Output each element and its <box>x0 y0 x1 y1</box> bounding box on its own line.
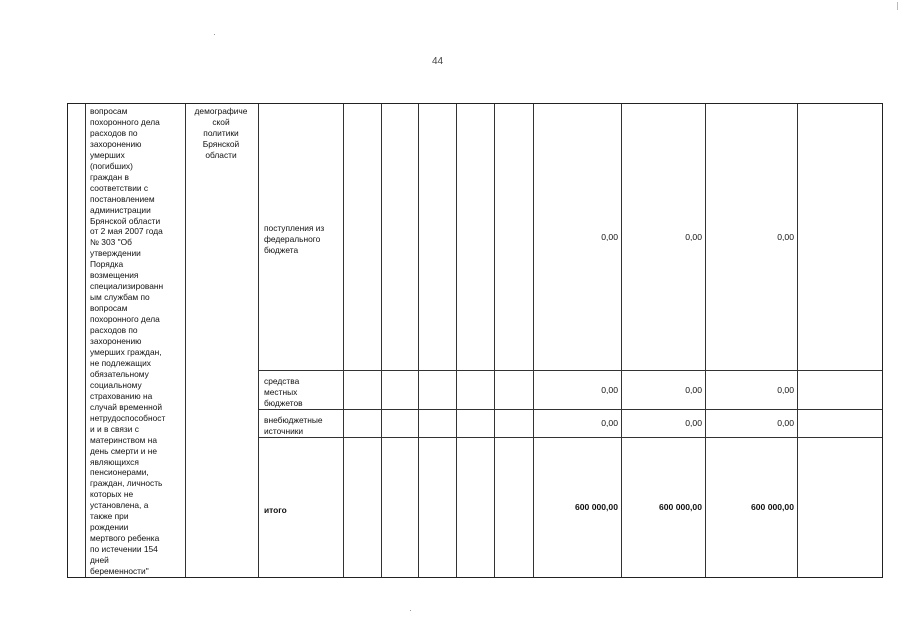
source-label: внебюджетные источники <box>264 415 323 436</box>
col-divider <box>797 104 798 577</box>
value-cell: 0,00 <box>601 418 618 428</box>
source-label: поступления из федерального бюджета <box>264 223 325 255</box>
scan-speck <box>410 610 411 611</box>
value-cell: 0,00 <box>685 232 702 242</box>
col-divider <box>456 104 457 577</box>
total-value: 600 000,00 <box>750 502 794 512</box>
executor-cell: демографиче ской политики Брянской области <box>194 106 248 160</box>
row-divider <box>258 370 882 371</box>
col-divider <box>343 104 344 577</box>
col-divider <box>85 104 86 577</box>
col-divider <box>258 104 259 577</box>
scan-speck <box>897 2 898 10</box>
budget-table <box>67 103 883 578</box>
value-cell: 0,00 <box>601 385 618 395</box>
col-divider <box>705 104 706 577</box>
page-number: 44 <box>432 56 444 67</box>
col-divider <box>621 104 622 577</box>
scan-speck <box>214 34 215 35</box>
col-divider <box>494 104 495 577</box>
row-divider <box>258 409 882 410</box>
total-label: итого <box>264 505 287 515</box>
value-cell: 0,00 <box>685 385 702 395</box>
total-value: 600 000,00 <box>658 502 702 512</box>
value-cell: 0,00 <box>685 418 702 428</box>
measure-description: вопросам похоронного дела расходов по захоронению умерших (погибших) граждан в соответствии с постановлением администрации Брянской области от 2 мая 2007 года № 303 "Об утверждении Порядка возмещения специализированн ым службам по вопросам похоронного дела расходов по захоронению умерших граждан, не подлежащих обязательному социальному страхованию на случай временной нетрудоспособност и и в связи с материнством на день смерти и не являющихся пенсионерами, граждан, личность которых не установлена, а также при рождении мертвого ребенка по истечении 154 дней беременности" <box>90 106 166 577</box>
col-divider <box>418 104 419 577</box>
value-cell: 0,00 <box>777 232 794 242</box>
col-divider <box>185 104 186 577</box>
col-divider <box>381 104 382 577</box>
source-label: средства местных бюджетов <box>264 376 303 408</box>
value-cell: 0,00 <box>777 385 794 395</box>
value-cell: 0,00 <box>777 418 794 428</box>
value-cell: 0,00 <box>601 232 618 242</box>
total-value: 600 000,00 <box>574 502 618 512</box>
row-divider <box>258 437 882 438</box>
col-divider <box>533 104 534 577</box>
